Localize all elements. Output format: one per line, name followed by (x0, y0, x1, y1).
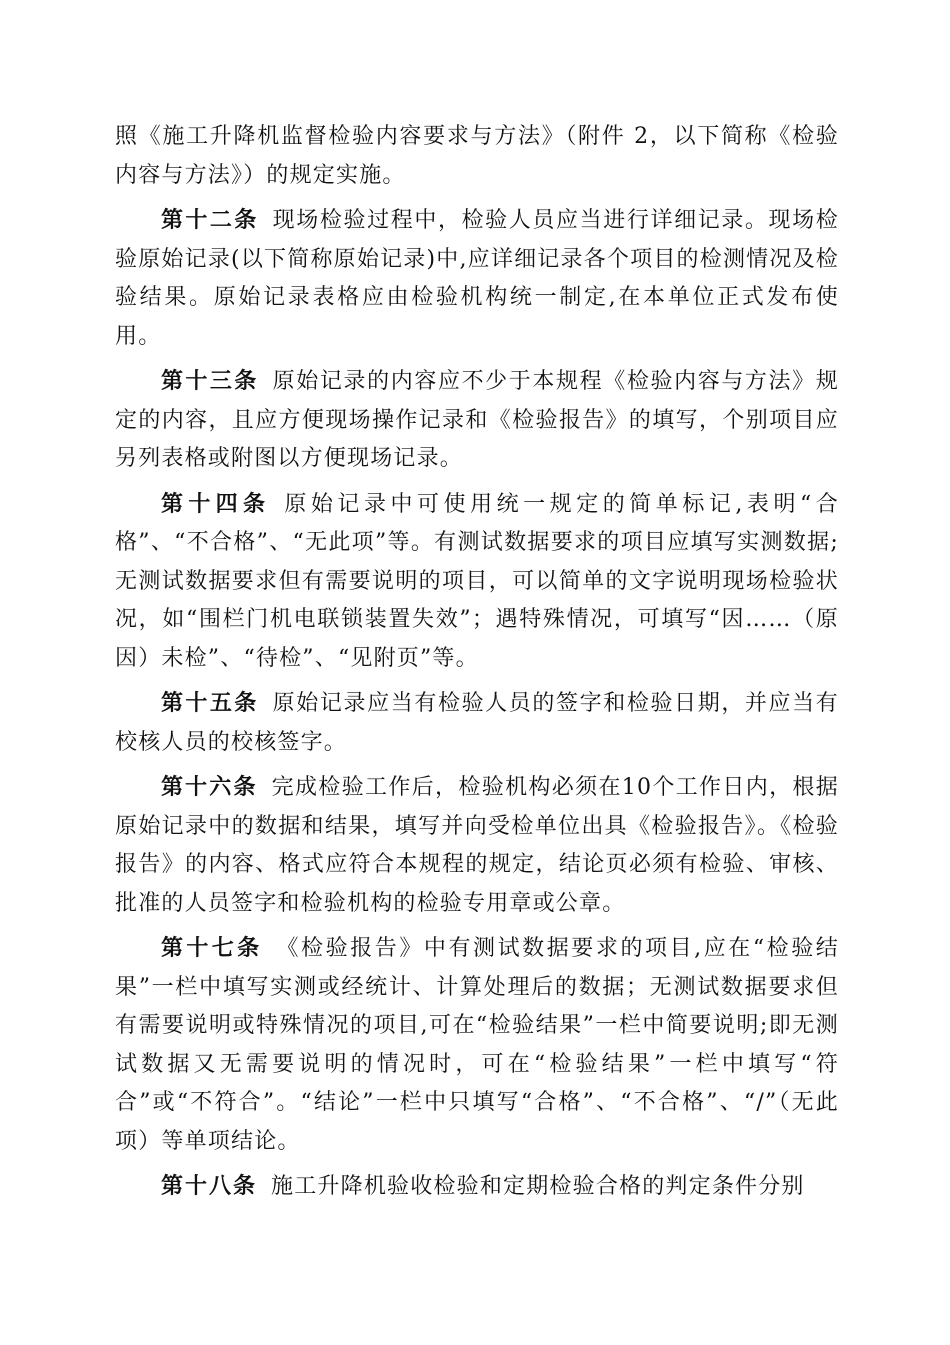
article-number: 第十四条 (161, 490, 271, 517)
article-number: 第十三条 (161, 368, 259, 394)
article-text: 施工升降机验收检验和定期检验合格的判定条件分别 (271, 1174, 805, 1199)
article-text: 《检验报告》中有测试数据要求的项目,应在“检验结果”一栏中填写实测或经统计、计算处理后的数据；无测试数据要求但有需要说明或特殊情况的项目,可在“检验结果”一栏中简要说明;即无测试数据又无需要说明的情况时，可在“检验结果”一栏中填写“符合”或“不符合”。“结论”一栏中只填写“合格”、“不合格”、“/”（无此项）等单项结论。 (115, 936, 839, 1154)
article-text: 完成检验工作后，检验机构必须在10个工作日内，根据原始记录中的数据和结果，填写并向受检单位出具《检验报告》。《检验报告》的内容、格式应符合本规程的规定，结论页必须有检验、审核、批准的人员签字和检验机构的检验专用章或公章。 (115, 775, 839, 916)
article-number: 第十二条 (161, 207, 259, 233)
article-number: 第十八条 (161, 1173, 258, 1199)
article-text: 原始记录应当有检验人员的签字和检验日期，并应当有校核人员的校核签字。 (115, 691, 839, 755)
article-text: 原始记录中可使用统一规定的简单标记,表明“合格”、“不合格”、“无此项”等。有测试数据要求的项目应填写实测数据;无测试数据要求但有需要说明的项目，可以简单的文字说明现场检验状况，如“围栏门机电联锁装置失效”；遇特殊情况，可填写“因……（原因）未检”、“待检”、“见附页”等。 (115, 491, 839, 671)
article-14 (115, 485, 839, 679)
article-16 (115, 768, 839, 923)
article-number: 第十六条 (161, 774, 258, 800)
paragraph-text: 照《施工升降机监督检验内容要求与方法》（附件 2，以下简称《检验内容与方法》）的规定实施。 (115, 124, 839, 188)
article-15 (115, 684, 839, 762)
article-number: 第十七条 (161, 935, 263, 961)
article-text: 现场检验过程中，检验人员应当进行详细记录。现场检验原始记录(以下简称原始记录)中,应详细记录各个项目的检测情况及检验结果。原始记录表格应由检验机构统一制定,在本单位正式发布使用。 (115, 208, 839, 349)
article-17 (115, 929, 839, 1161)
article-12 (115, 201, 839, 356)
document-page (115, 118, 839, 1213)
article-text: 原始记录的内容应不少于本规程《检验内容与方法》规定的内容，且应方便现场操作记录和《检验报告》的填写，个别项目应另列表格或附图以方便现场记录。 (115, 369, 839, 471)
article-18 (115, 1167, 839, 1207)
article-number: 第十五条 (161, 690, 259, 716)
paragraph-continuation (115, 118, 839, 195)
article-13 (115, 362, 839, 479)
